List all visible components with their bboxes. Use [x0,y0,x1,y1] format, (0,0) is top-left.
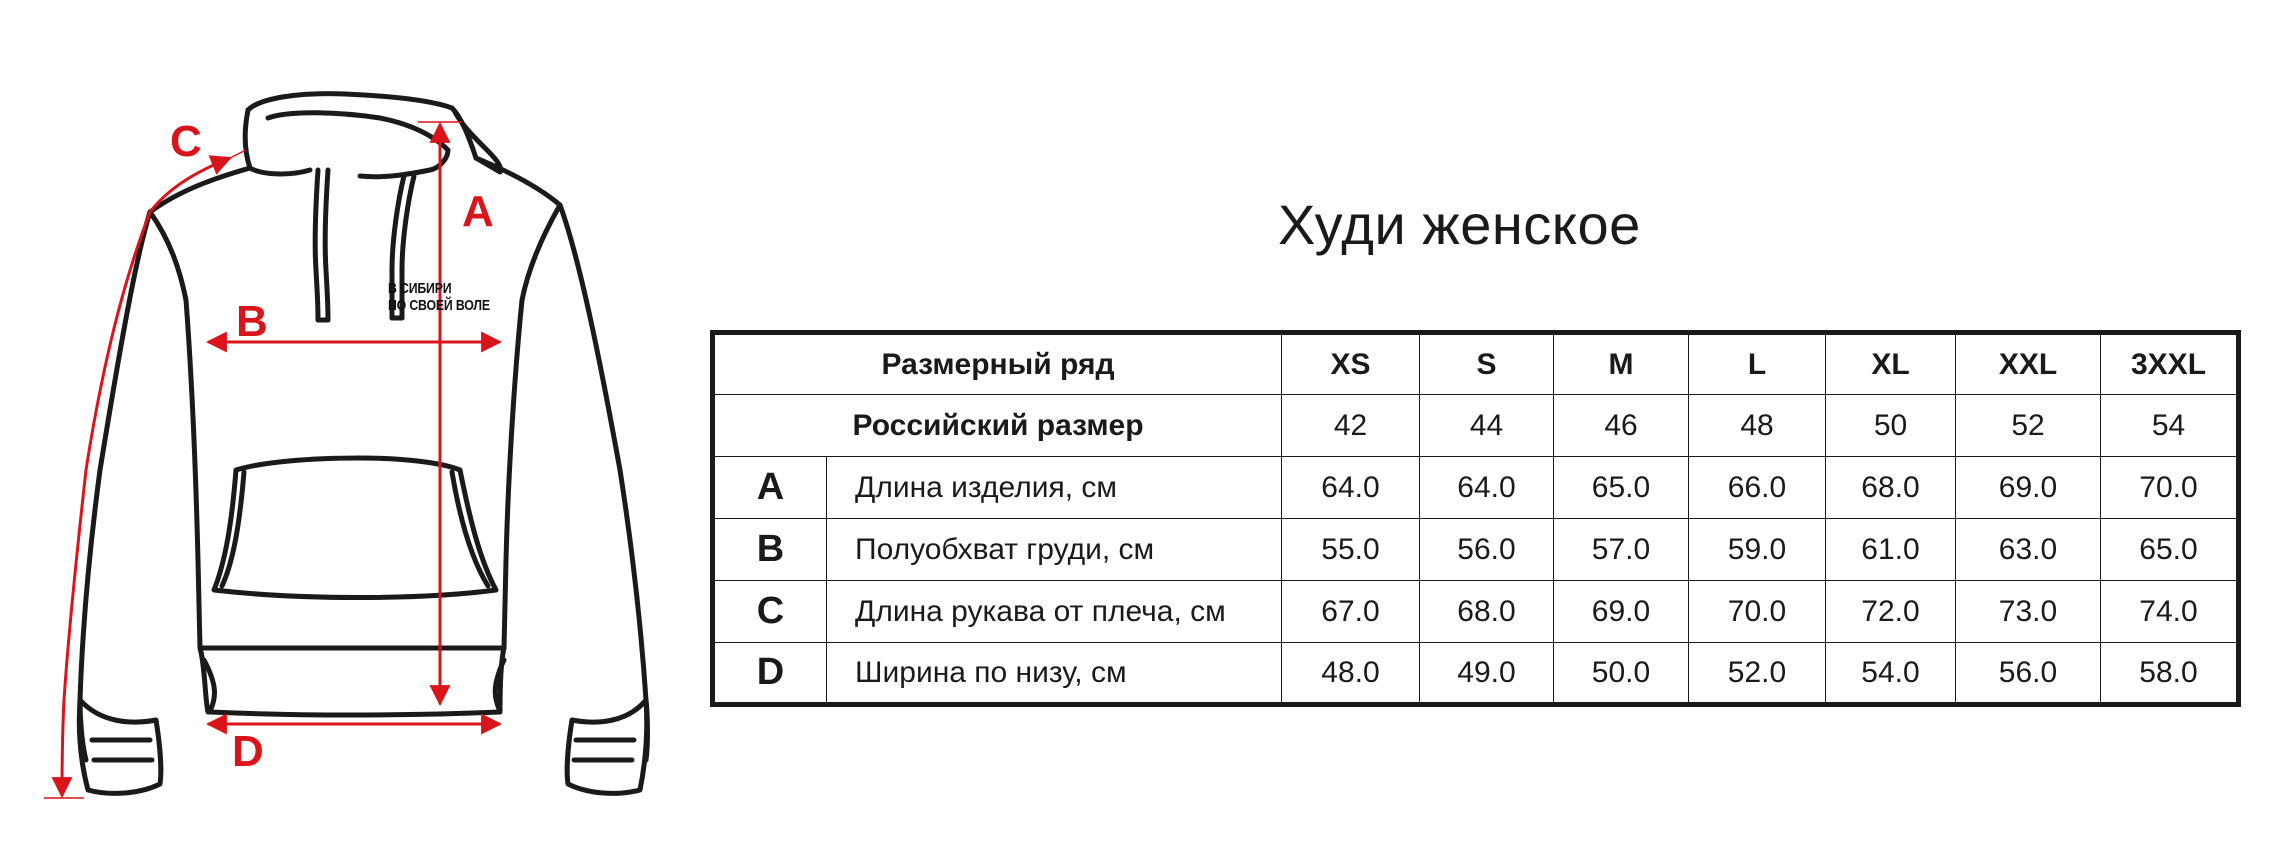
logo-line-1: В СИБИРИ [388,280,452,297]
value-cell: 70.0 [2101,457,2239,519]
value-cell: 56.0 [1956,643,2101,705]
size-label-cell: M [1554,333,1689,395]
value-cell: 66.0 [1689,457,1826,519]
hoodie-drawing [0,0,700,867]
value-cell: 48.0 [1282,643,1420,705]
value-cell: 68.0 [1420,581,1554,643]
value-cell: 67.0 [1282,581,1420,643]
dimension-letter-c: C [170,117,202,166]
russian-size-label: Российский размер [713,395,1282,457]
dimension-letter-a: A [462,187,494,236]
table-row [713,581,2239,643]
size-label-cell: XS [1282,333,1420,395]
value-cell: 58.0 [2101,643,2239,705]
dimension-letter-b: B [236,297,268,346]
table-row [713,643,2239,705]
logo-line-2: ПО СВОЕЙ ВОЛЕ [388,297,490,314]
value-cell: 65.0 [1554,457,1689,519]
row-param-name: Длина рукава от плеча, см [827,581,1282,643]
value-cell: 64.0 [1282,457,1420,519]
page-title: Худи женское [1278,193,1641,256]
size-label-cell: 3XXL [2101,333,2239,395]
size-label-cell: S [1420,333,1554,395]
value-cell: 59.0 [1689,519,1826,581]
russian-size-cell: 52 [1956,395,2101,457]
value-cell: 56.0 [1420,519,1554,581]
value-cell: 73.0 [1956,581,2101,643]
dimension-lines [44,117,500,798]
value-cell: 54.0 [1826,643,1956,705]
value-cell: 68.0 [1826,457,1956,519]
row-param-name: Ширина по низу, см [827,643,1282,705]
row-param-name: Полуобхват груди, см [827,519,1282,581]
dimension-letter-d: D [232,727,264,776]
table-row [713,519,2239,581]
row-letter: A [713,457,827,519]
value-cell: 65.0 [2101,519,2239,581]
row-param-name: Длина изделия, см [827,457,1282,519]
size-table [710,330,2241,707]
value-cell: 50.0 [1554,643,1689,705]
value-cell: 70.0 [1689,581,1826,643]
value-cell: 52.0 [1689,643,1826,705]
russian-size-cell: 48 [1689,395,1826,457]
row-letter: C [713,581,827,643]
hoodie-outline [79,94,647,794]
value-cell: 72.0 [1826,581,1956,643]
size-header-label: Размерный ряд [713,333,1282,395]
value-cell: 69.0 [1956,457,2101,519]
value-cell: 69.0 [1554,581,1689,643]
russian-size-row [713,395,2239,457]
size-label-cell: L [1689,333,1826,395]
russian-size-cell: 44 [1420,395,1554,457]
print-logo [388,280,495,314]
value-cell: 63.0 [1956,519,2101,581]
value-cell: 55.0 [1282,519,1420,581]
russian-size-cell: 42 [1282,395,1420,457]
size-label-cell: XXL [1956,333,2101,395]
value-cell: 57.0 [1554,519,1689,581]
row-letter: D [713,643,827,705]
russian-size-cell: 54 [2101,395,2239,457]
hoodie-illustration [0,0,700,867]
value-cell: 49.0 [1420,643,1554,705]
russian-size-cell: 46 [1554,395,1689,457]
size-label-cell: XL [1826,333,1956,395]
value-cell: 64.0 [1420,457,1554,519]
value-cell: 61.0 [1826,519,1956,581]
value-cell: 74.0 [2101,581,2239,643]
table-row [713,457,2239,519]
row-letter: B [713,519,827,581]
russian-size-cell: 50 [1826,395,1956,457]
size-header-row [713,333,2239,395]
